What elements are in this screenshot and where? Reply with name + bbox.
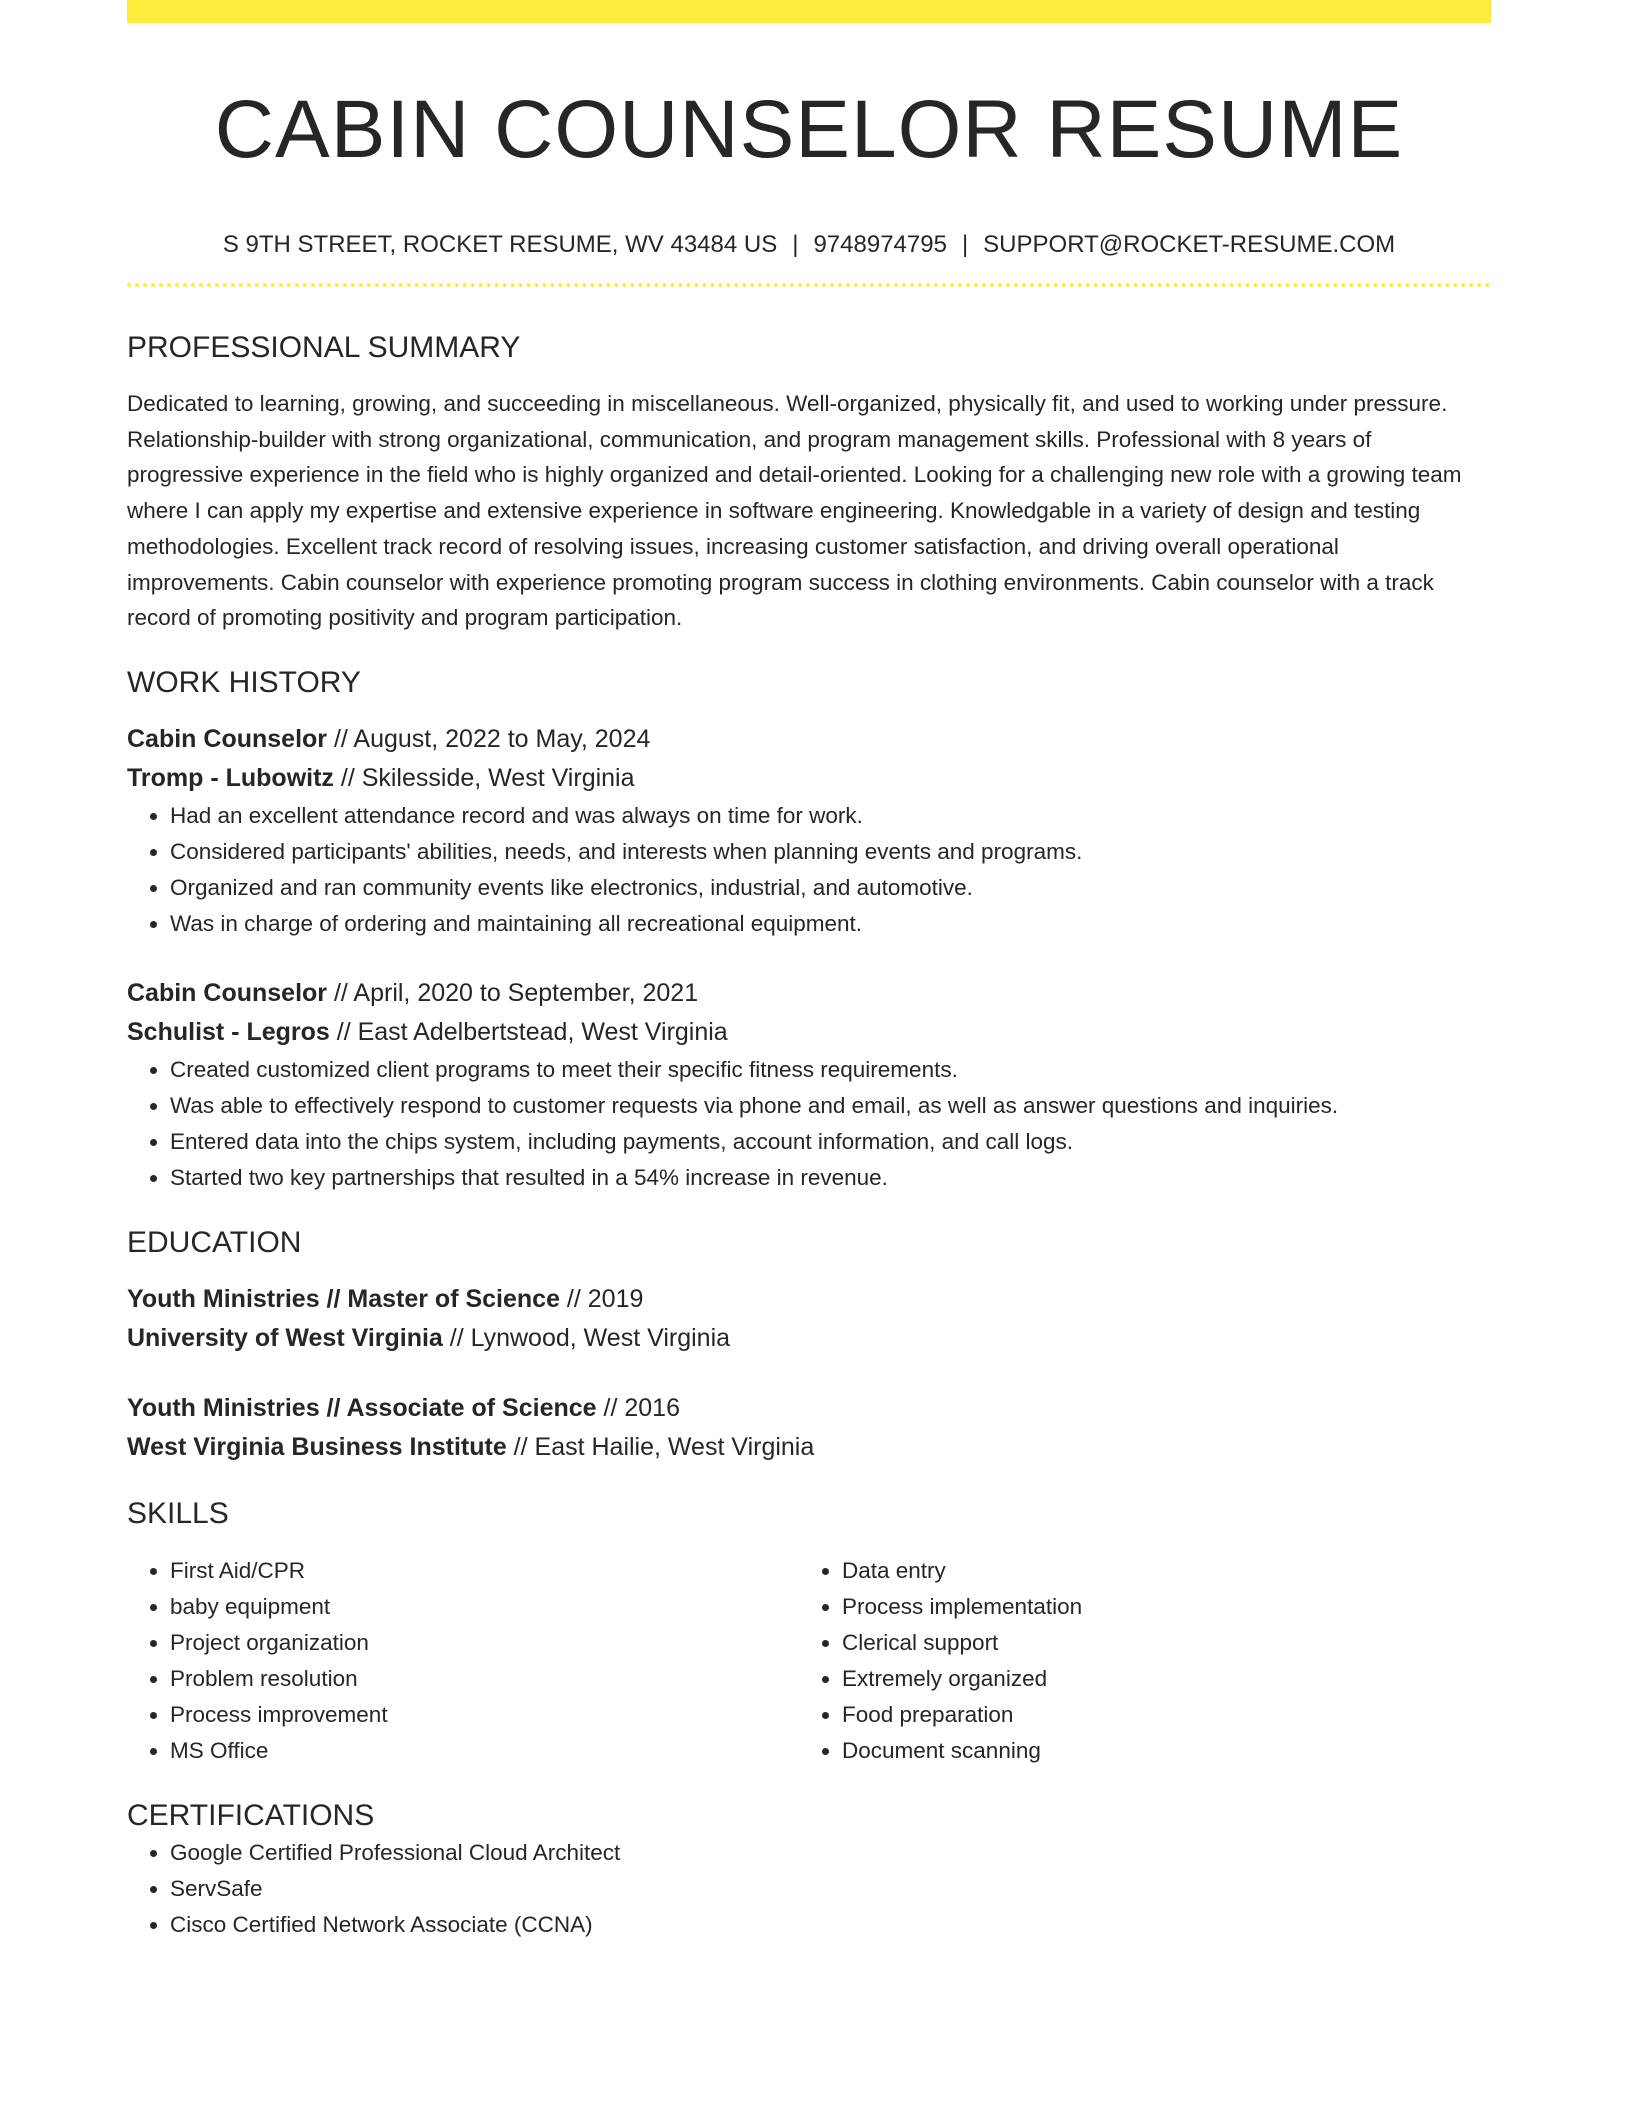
job-bullet: • Was able to effectively respond to customer requests via phone and email, as well as answer questions and inquiries.: [170, 1088, 1491, 1124]
education-school-line: [127, 1319, 1491, 1358]
contact-address: S 9TH STREET, ROCKET RESUME, WV 43484 US: [222, 231, 778, 258]
education-year: // 2019: [559, 1284, 644, 1313]
job-company-line: [127, 759, 1491, 798]
skills-heading: SKILLS: [127, 1496, 229, 1530]
skills-list: [127, 1553, 799, 1769]
job-dates: // August, 2022 to May, 2024: [327, 724, 651, 753]
contact-phone: 9748974795: [813, 231, 947, 258]
skill-item: • First Aid/CPR: [170, 1553, 799, 1589]
contact-line: [127, 230, 1491, 260]
certification-item: • Google Certified Professional Cloud Architect: [170, 1835, 1491, 1871]
resume-page: [127, 0, 1491, 1943]
skills-column-left: [127, 1553, 799, 1769]
skill-item: • Clerical support: [842, 1625, 1471, 1661]
contact-separator: |: [961, 231, 969, 258]
education-school-line: [127, 1428, 1491, 1467]
job-bullet: • Entered data into the chips system, including payments, account information, and call logs.: [170, 1124, 1491, 1160]
education-degree: Youth Ministries // Master of Science: [127, 1284, 560, 1313]
skill-item: • MS Office: [170, 1733, 799, 1769]
skill-item: • Project organization: [170, 1625, 799, 1661]
education-degree-line: [127, 1280, 1491, 1319]
job-bullet: • Had an excellent attendance record and was always on time for work.: [170, 798, 1491, 834]
job-bullet: • Organized and ran community events like electronics, industrial, and automotive.: [170, 870, 1491, 906]
education-degree-line: [127, 1389, 1491, 1428]
education-entry: [127, 1280, 1491, 1358]
job-title-line: [127, 974, 1491, 1013]
skills-column-right: [799, 1553, 1471, 1769]
education-location: // East Hailie, West Virginia: [506, 1432, 815, 1461]
job-entry: [127, 974, 1491, 1196]
job-bullet: • Started two key partnerships that resulted in a 54% increase in revenue.: [170, 1160, 1491, 1196]
dotted-divider: [127, 283, 1491, 287]
job-bullet: • Was in charge of ordering and maintaining all recreational equipment.: [170, 906, 1491, 942]
education-heading: EDUCATION: [127, 1225, 302, 1259]
job-dates: // April, 2020 to September, 2021: [327, 978, 699, 1007]
job-bullet: • Created customized client programs to meet their specific fitness requirements.: [170, 1052, 1491, 1088]
job-company: Tromp - Lubowitz: [127, 763, 334, 792]
job-title: Cabin Counselor: [127, 724, 328, 753]
work-history-heading: WORK HISTORY: [127, 665, 361, 699]
job-bullets: [127, 1052, 1491, 1196]
skill-item: • Problem resolution: [170, 1661, 799, 1697]
job-bullet: • Considered participants' abilities, needs, and interests when planning events and programs.: [170, 834, 1491, 870]
certifications-list: [127, 1835, 1491, 1943]
skill-item: • Extremely organized: [842, 1661, 1471, 1697]
job-company-line: [127, 1013, 1491, 1052]
education-year: // 2016: [596, 1393, 680, 1422]
job-entry: [127, 720, 1491, 942]
skill-item: • Process implementation: [842, 1589, 1471, 1625]
education-degree: Youth Ministries // Associate of Science: [127, 1393, 597, 1422]
skill-item: • Document scanning: [842, 1733, 1471, 1769]
skills-list: [799, 1553, 1471, 1769]
job-company: Schulist - Legros: [127, 1017, 330, 1046]
skill-item: • baby equipment: [170, 1589, 799, 1625]
job-title-line: [127, 720, 1491, 759]
certification-item: • Cisco Certified Network Associate (CCNA): [170, 1907, 1491, 1943]
certification-item: • ServSafe: [170, 1871, 1491, 1907]
skill-item: • Process improvement: [170, 1697, 799, 1733]
certifications-heading: CERTIFICATIONS: [127, 1798, 375, 1832]
contact-email: SUPPORT@ROCKET-RESUME.COM: [983, 231, 1396, 258]
education-entry: [127, 1389, 1491, 1467]
resume-title: CABIN COUNSELOR RESUME: [214, 84, 1404, 175]
job-location: // Skilesside, West Virginia: [333, 763, 635, 792]
summary-heading: PROFESSIONAL SUMMARY: [127, 331, 521, 364]
skill-item: • Data entry: [842, 1553, 1471, 1589]
skills-columns: [127, 1553, 1491, 1769]
summary-text: Dedicated to learning, growing, and succeeding in miscellaneous. Well-organized, physically fit, and used to working under pressure. Relationship-builder with strong organizational, communication, and program management skills. Professional with 8 years of progressive experience in the field who is highly organized and detail-oriented. Looking for a challenging new role with a growing team where I can apply my expertise and extensive experience in software engineering. Knowledgable in a variety of design and testing methodologies. Excellent track record of resolving issues, increasing customer satisfaction, and driving overall operational improvements. Cabin counselor with experience promoting program success in clothing environments. Cabin counselor with a track record of promoting positivity and program participation.: [127, 391, 1462, 631]
contact-separator: |: [792, 231, 799, 258]
job-bullets: [127, 798, 1491, 942]
job-location: // East Adelbertstead, West Virginia: [329, 1017, 728, 1046]
job-title: Cabin Counselor: [127, 978, 328, 1007]
skill-item: • Food preparation: [842, 1697, 1471, 1733]
education-school: University of West Virginia: [127, 1323, 443, 1352]
accent-top-bar: [127, 0, 1491, 23]
education-school: West Virginia Business Institute: [127, 1432, 507, 1461]
education-location: // Lynwood, West Virginia: [442, 1323, 731, 1352]
